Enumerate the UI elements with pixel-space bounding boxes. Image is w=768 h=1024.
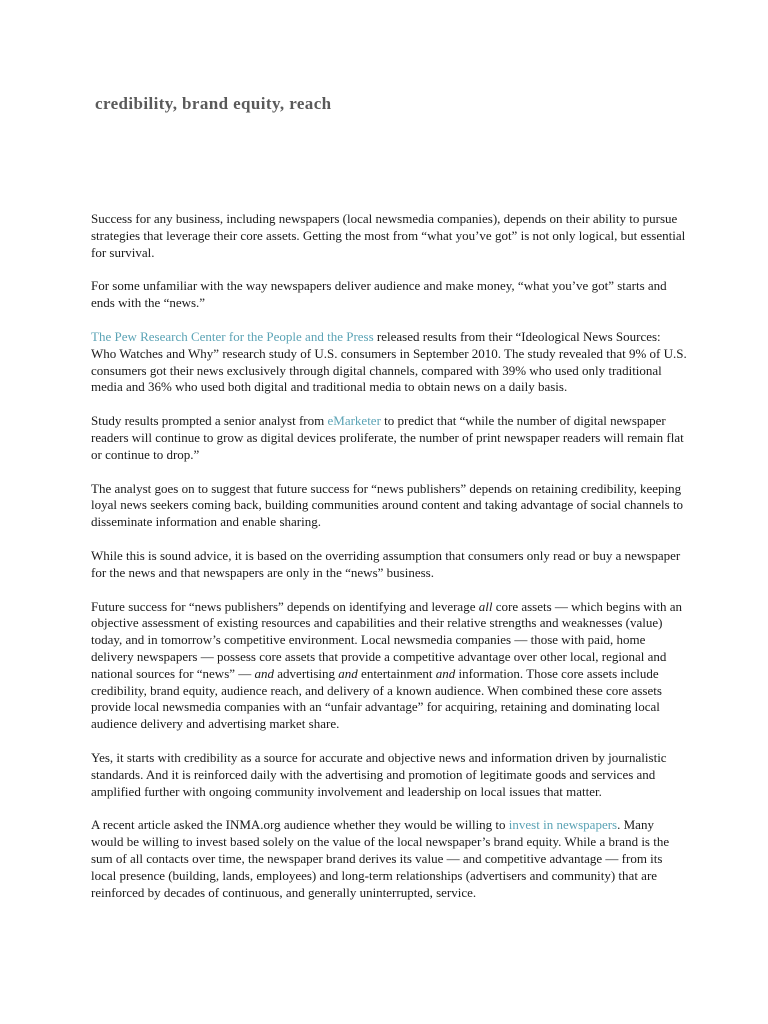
paragraph: Yes, it starts with credibility as a source for accurate and objective news and information driven by journalistic standards. And it is reinforced daily with the advertising and promotion of legitimate goods and services and amplified further with ongoing community involvement and leadership on local issues that matter. [91,749,667,799]
paragraph: While this is sound advice, it is based on the overriding assumption that consumers only read or buy a newspaper for the news and that newspapers are only in the “news” business. [91,547,681,580]
paragraph-text: entertainment [357,665,436,681]
paragraph-text: . Many would be willing to invest based solely on the value of the local newspaper’s brand equity. While a brand is the sum of all contacts over time, the newspaper brand derives its value — and competitive advantage — from its local presence (building, lands, employees) and long-term relationships (advertisers and community) that are reinforced by decades of continuous, and generally uninterrupted, service. [91,817,670,900]
paragraph: Success for any business, including newspapers (local newsmedia companies), depends on their ability to pursue strategies that leverage their core assets. Getting the most from “what you’ve got” is not only logical, but essential for survival. [91,211,686,260]
invest-in-newspapers-link[interactable]: invest in newspapers [508,817,618,833]
emphasis-text: and [254,665,275,681]
paragraph-text: Study results prompted a senior analyst from [91,413,328,429]
emphasis-text: and [338,665,358,681]
paragraph-text: A recent article asked the INMA.org audience whether they would be willing to [91,817,509,833]
article-body [91,211,687,918]
paragraph-text: to predict that “while the number of digital newspaper readers will continue to grow as digital devices proliferate, the number of print newspaper readers will remain flat or continue to drop.” [91,413,684,462]
paragraph-text: released results from their “Ideological News Sources: Who Watches and Why” research study of U.S. consumers in September 2010. The study revealed that 9% of U.S. consumers got their news exclusively through digital channels, compared with 39% who used only traditional media and 36% who used both digital and traditional media to obtain news on a daily basis. [91,328,687,395]
paragraph-text: advertising [274,665,339,681]
pew-research-link[interactable]: The Pew Research Center for the People and the Press [91,328,374,344]
paragraph: The analyst goes on to suggest that future success for “news publishers” depends on retaining credibility, keeping loyal news seekers coming back, building communities around content and taking advantage of social channels to disseminate information and enable sharing. [91,480,684,530]
paragraph-text: core assets — which begins with an objective assessment of existing resources and capabilities and their relative strengths and weaknesses (value) today, and in tomorrow’s competitive environment. Local newsmedia companies — those with paid, home delivery newspapers — possess core assets that provide a competitive advantage over other local, regional and national sources for “news” — [91,598,683,681]
paragraph-text: Future success for “news publishers” depends on identifying and leverage [91,598,479,614]
paragraph: For some unfamiliar with the way newspapers deliver audience and make money, “what you’ve got” starts and ends with the “news.” [91,278,667,311]
paragraph [91,599,687,733]
paragraph [91,817,687,901]
paragraph [91,329,687,396]
page-title: credibility, brand equity, reach [95,94,332,113]
emarketer-link[interactable]: eMarketer [327,413,381,429]
paragraph [91,413,687,463]
emphasis-text: all [478,598,493,614]
paragraph-text: information. Those core assets include credibility, brand equity, audience reach, and delivery of a known audience. When combined these core assets provide local newsmedia companies with an “unfair advantage” for acquiring, retaining and dominating local audience delivery and advertising market share. [91,665,662,732]
emphasis-text: and [435,665,456,681]
